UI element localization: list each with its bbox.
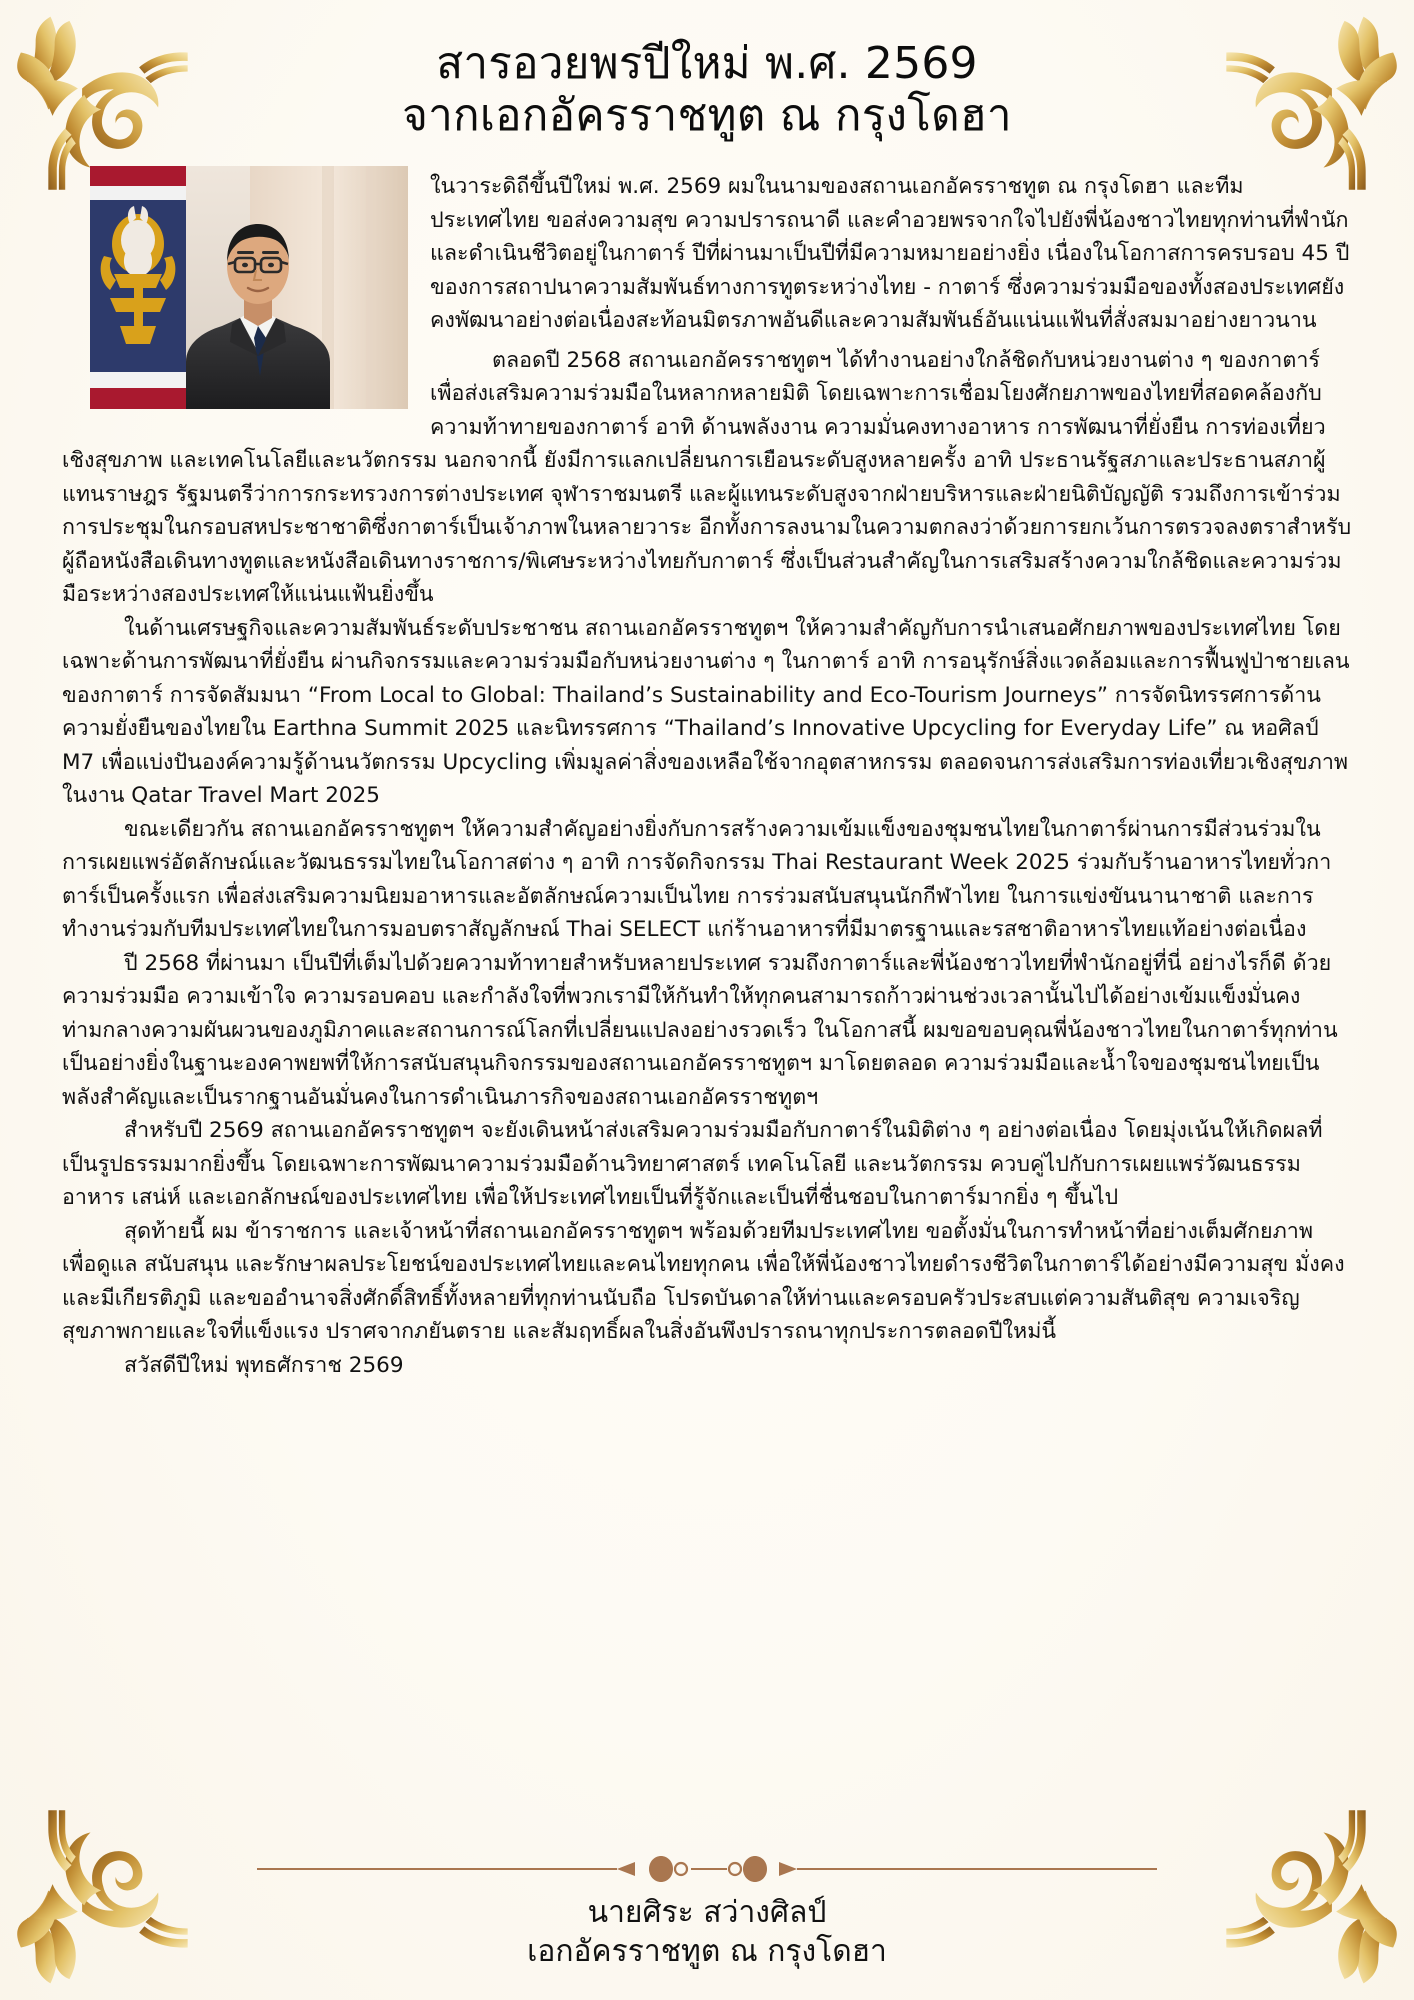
body-paragraph-6: สุดท้ายนี้ ผม ข้าราชการ และเจ้าหน้าที่สถานเอกอัครราชทูตฯ พร้อมด้วยทีมประเทศไทย ขอตั้งมั่นในการทำหน้าที่อย่างเต็มศักยภาพ เพื่อดูแล สนับสนุน และรักษาผลประโยชน์ของประเทศไทยและคนไทยทุกคน เพื่อให้พี่น้องชาวไทยดำรงชีวิตในกาตาร์ได้อย่างมีความสุข มั่งคง และมีเกียรติภูมิ และขออำนาจสิ่งศักดิ์สิทธิ์ทั้งหลายที่ทุกท่านนับถือ โปรดบันดาลให้ท่านและครอบครัวประสบแต่ความสันติสุข ความเจริญ สุขภาพกายและใจที่แข็งแรง ปราศจากภยันตราย และสัมฤทธิ์ผลในสิ่งอันพึงปรารถนาทุกประการตลอดปีใหม่นี้ [62,1218,1345,1344]
page-title [0,38,1414,142]
body-paragraph-1: ตลอดปี 2568 สถานเอกอัครราชทูตฯ ได้ทำงานอย่างใกล้ชิดกับหน่วยงานต่าง ๆ ของกาตาร์ เพื่อส่งเสริมความร่วมมือในหลากหลายมิติ โดยเฉพาะการเชื่อมโยงศักยภาพของไทยที่สอดคล้องกับความท้าทายของกาตาร์ อาทิ ด้านพลังงาน ความมั่นคงทางอาหาร การพัฒนาที่ยั่งยืน การท่องเที่ยวเชิงสุขภาพ และเทคโนโลยีและนวัตกรรม นอกจากนี้ ยังมีการแลกเปลี่ยนการเยือนระดับสูงหลายครั้ง อาทิ ประธานรัฐสภาและประธานสภาผู้แทนราษฎร รัฐมนตรีว่าการกระทรวงการต่างประเทศ จุฬาราชมนตรี และผู้แทนระดับสูงจากฝ่ายบริหารและฝ่ายนิติบัญญัติ รวมถึงการเข้าร่วมการประชุมในกรอบสหประชาชาติซึ่งกาตาร์เป็นเจ้าภาพในหลายวาระ อีกทั้งการลงนามในความตกลงว่าด้วยการยกเว้นการตรวจลงตราสำหรับผู้ถือหนังสือเดินทางทูตและหนังสือเดินทางราชการ/พิเศษระหว่างไทยกับกาตาร์ ซึ่งเป็นส่วนสำคัญในการเสริมสร้างความใกล้ชิดและความร่วมมือระหว่างสองประเทศให้แน่นแฟ้นยิ่งขึ้น [62,347,1352,607]
ambassador-photo [90,166,408,409]
body-paragraph-5: สำหรับปี 2569 สถานเอกอัครราชทูตฯ จะยังเดินหน้าส่งเสริมความร่วมมือกับกาตาร์ในมิติต่าง ๆ อย่างต่อเนื่อง โดยมุ่งเน้นให้เกิดผลที่เป็นรูปธรรมมากยิ่งขึ้น โดยเฉพาะการพัฒนาความร่วมมือด้านวิทยาศาสตร์ เทคโนโลยี และนวัตกรรม ควบคู่ไปกับการเผยแพร่วัฒนธรรม อาหาร เสน่ห์ และเอกลักษณ์ของประเทศไทย เพื่อให้ประเทศไทยเป็นที่รู้จักและเป็นที่ชื่นชอบในกาตาร์มากยิ่ง ๆ ขึ้นไป [62,1118,1323,1210]
intro-paragraph: ในวาระดิถีขึ้นปีใหม่ พ.ศ. 2569 ผมในนามของสถานเอกอัครราชทูต ณ กรุงโดฮา และทีมประเทศไทย ขอส่งความสุข ความปรารถนาดี และคำอวยพรจากใจไปยังพี่น้องชาวไทยทุกท่านที่พำนักและดำเนินชีวิตอยู่ในกาตาร์ ปีที่ผ่านมาเป็นปีที่มีความหมายอย่างยิ่ง เนื่องในโอกาสการครบรอบ 45 ปีของการสถาปนาความสัมพันธ์ทางการทูตระหว่างไทย - กาตาร์ ซึ่งความร่วมมือของทั้งสองประเทศยังคงพัฒนาอย่างต่อเนื่องสะท้อนมิตรภาพอันดีและความสัมพันธ์อันแน่นแฟ้นที่สั่งสมมาอย่างยาวนาน [430,174,1350,333]
body-paragraph-2: ในด้านเศรษฐกิจและความสัมพันธ์ระดับประชาชน สถานเอกอัครราชทูตฯ ให้ความสำคัญกับการนำเสนอศักยภาพของประเทศไทย โดยเฉพาะด้านการพัฒนาที่ยั่งยืน ผ่านกิจกรรมและความร่วมมือกับหน่วยงานต่าง ๆ ในกาตาร์ อาทิ การอนุรักษ์สิ่งแวดล้อมและการฟื้นฟูป่าชายเลนของกาตาร์ การจัดสัมมนา “From Local to Global: Thailand’s Sustainability and Eco-Tourism Journeys” การจัดนิทรรศการด้านความยั่งยืนของไทยใน Earthna Summit 2025 และนิทรรศการ “Thailand’s Innovative Upcycling for Everyday Life” ณ หอศิลป์ M7 เพื่อแบ่งปันองค์ความรู้ด้านนวัตกรรม Upcycling เพิ่มมูลค่าสิ่งของเหลือใช้จากอุตสาหกรรม ตลอดจนการส่งเสริมการท่องเที่ยวเชิงสุขภาพในงาน Qatar Travel Mart 2025 [62,615,1350,808]
signatory-name: นายศิระ สว่างศิลป์ [587,1894,827,1930]
letter-body [62,158,1352,1850]
signature-block [0,1893,1414,1972]
signatory-position: เอกอัครราชทูต ณ กรุงโดฮา [527,1934,887,1970]
body-paragraph-3: ขณะเดียวกัน สถานเอกอัครราชทูตฯ ให้ความสำคัญอย่างยิ่งกับการสร้างความเข้มแข็งของชุมชนไทยในกาตาร์ผ่านการมีส่วนร่วมในการเผยแพร่อัตลักษณ์และวัฒนธรรมไทยในโอกาสต่าง ๆ อาทิ การจัดกิจกรรม Thai Restaurant Week 2025 ร่วมกับร้านอาหารไทยทั่วกาตาร์เป็นครั้งแรก เพื่อส่งเสริมความนิยมอาหารและอัตลักษณ์ความเป็นไทย การร่วมสนับสนุนนักกีฬาไทย ในการแข่งขันนานาชาติ และการทำงานร่วมกับทีมประเทศไทยในการมอบตราสัญลักษณ์ Thai SELECT แก่ร้านอาหารที่มีมาตรฐานและรสชาติอาหารไทยแท้อย่างต่อเนื่อง [62,816,1332,942]
body-paragraph-4: ปี 2568 ที่ผ่านมา เป็นปีที่เต็มไปด้วยความท้าทายสำหรับหลายประเทศ รวมถึงกาตาร์และพี่น้องชาวไทยที่พำนักอยู่ที่นี่ อย่างไรก็ดี ด้วยความร่วมมือ ความเข้าใจ ความรอบคอบ และกำลังใจที่พวกเรามีให้กันทำให้ทุกคนสามารถก้าวผ่านช่วงเวลานั้นไปได้อย่างเข้มแข็งมั่นคง ท่ามกลางความผันผวนของภูมิภาคและสถานการณ์โลกที่เปลี่ยนแปลงอย่างรวดเร็ว ในโอกาสนี้ ผมขอขอบคุณพี่น้องชาวไทยในกาตาร์ทุกท่านเป็นอย่างยิ่งในฐานะองคาพยพที่ให้การสนับสนุนกิจกรรมของสถานเอกอัครราชทูตฯ มาโดยตลอด ความร่วมมือและน้ำใจของชุมชนไทยเป็นพลังสำคัญและเป็นรากฐานอันมั่นคงในการดำเนินภารกิจของสถานเอกอัครราชทูตฯ [62,950,1338,1110]
closing-greeting: สวัสดีปีใหม่ พุทธศักราช 2569 [124,1352,404,1378]
title-line-1: สารอวยพรปีใหม่ พ.ศ. 2569 [436,38,978,89]
ornament-divider [0,1856,1414,1882]
title-line-2: จากเอกอัครราชทูต ณ กรุงโดฮา [402,89,1012,141]
